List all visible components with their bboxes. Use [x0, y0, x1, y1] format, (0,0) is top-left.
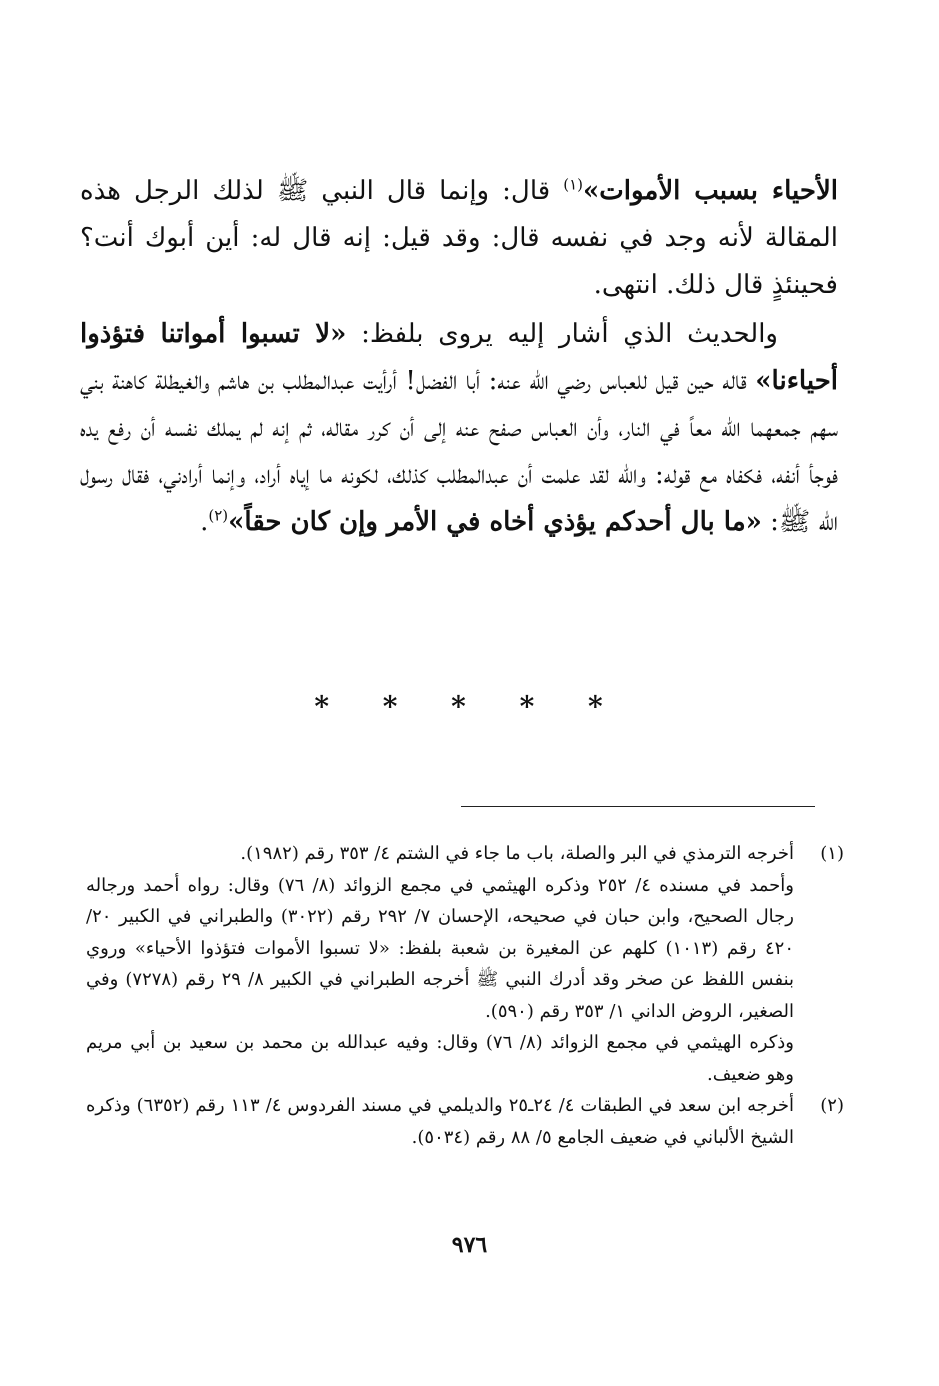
footnote-ref-1[interactable]: (١) — [563, 175, 584, 194]
paragraph-2-narrative: قاله حين قيل للعباس رضي الله عنه: أبا الفضل! أرأيت عبدالمطلب بن هاشم والغيطلة كاهنة بني سهم جمعهما الله معاً في النار، وأن العباس صفح عنه إلى أن كرر مقاله، ثم إنه لم يملك نفسه أن رفع يده فوجأ أنفه، فكفاه مع قوله: والله لقد علمت أن عبدالمطلب كذلك، لكونه ما إياه أراد، وإنما أرادني، فقال رسول الله ﷺ: — [80, 366, 838, 537]
footnote-2 — [86, 1090, 844, 1153]
footnote-paragraph: أخرجه الترمذي في البر والصلة، باب ما جاء في الشتم ٤/ ٣٥٣ رقم (١٩٨٢). — [240, 843, 794, 864]
footnote-body — [86, 838, 794, 1090]
paragraph-2 — [80, 311, 838, 546]
hadith-quote-end: الأحياء بسبب الأموات» — [583, 176, 838, 206]
paragraph-2-end: . — [200, 507, 209, 537]
footnote-1 — [86, 838, 844, 1090]
page-number: ٩٧٦ — [451, 1232, 488, 1258]
footnote-number: (١) — [820, 843, 844, 864]
paragraph-1-text: قال: وإنما قال النبي ﷺ لذلك الرجل هذه المقالة لأنه وجد في نفسه قال: وقد قيل: إنه قال له: أين أبوك أنت؟ فحينئذٍ قال ذلك. انتهى. — [80, 176, 838, 300]
paragraph-2-intro: والحديث الذي أشار إليه يروى بلفظ: — [346, 319, 778, 349]
footnotes — [86, 838, 844, 1153]
footnote-paragraph: أخرجه ابن سعد في الطبقات ٤/ ٢٤ـ٢٥ والديلمي في مسند الفردوس ٤/ ١١٣ رقم (٦٣٥٢) وذكره الشيخ الألباني في ضعيف الجامع ٥/ ٨٨ رقم (٥٠٣٤). — [86, 1095, 794, 1148]
main-text — [80, 168, 838, 546]
footnote-paragraph: وأحمد في مسنده ٤/ ٢٥٢ وذكره الهيثمي في مجمع الزوائد (٨/ ٧٦) وقال: رواه أحمد ورجاله رجال الصحيح، وابن حبان في صحيحه، الإحسان ٧/ ٢٩٢ رقم (٣٠٢٢) والطبراني في الكبير ٢٠/ ٤٢٠ رقم (١٠١٣) كلهم عن المغيرة بن شعبة بلفظ: «لا تسبوا الأموات فتؤذوا الأحياء» وروي بنفس اللفظ عن صخر وقد أدرك النبي ﷺ أخرجه الطبراني في الكبير ٨/ ٢٩ رقم (٧٢٧٨) وفي الصغير، الروض الداني ١/ ٣٥٣ رقم (٥٩٠). — [86, 874, 795, 1022]
footnote-divider — [461, 806, 815, 807]
footnote-number: (٢) — [820, 1095, 844, 1116]
footnote-ref-2[interactable]: (٢) — [208, 506, 229, 525]
hadith-quote-2: «ما بال أحدكم يؤذي أخاه في الأمر وإن كان حقاً» — [228, 507, 762, 537]
footnote-paragraph: وذكره الهيثمي في مجمع الزوائد (٨/ ٧٦) وقال: وفيه عبدالله بن محمد بن سعيد بن أبي مريم وهو ضعيف. — [86, 1032, 794, 1085]
hadith-quote-1: «لا تسبوا أمواتنا فتؤذوا أحياءنا» — [80, 319, 838, 396]
footnote-body — [86, 1090, 794, 1153]
section-separator: * * * * * — [314, 690, 625, 723]
paragraph-1 — [80, 168, 838, 309]
